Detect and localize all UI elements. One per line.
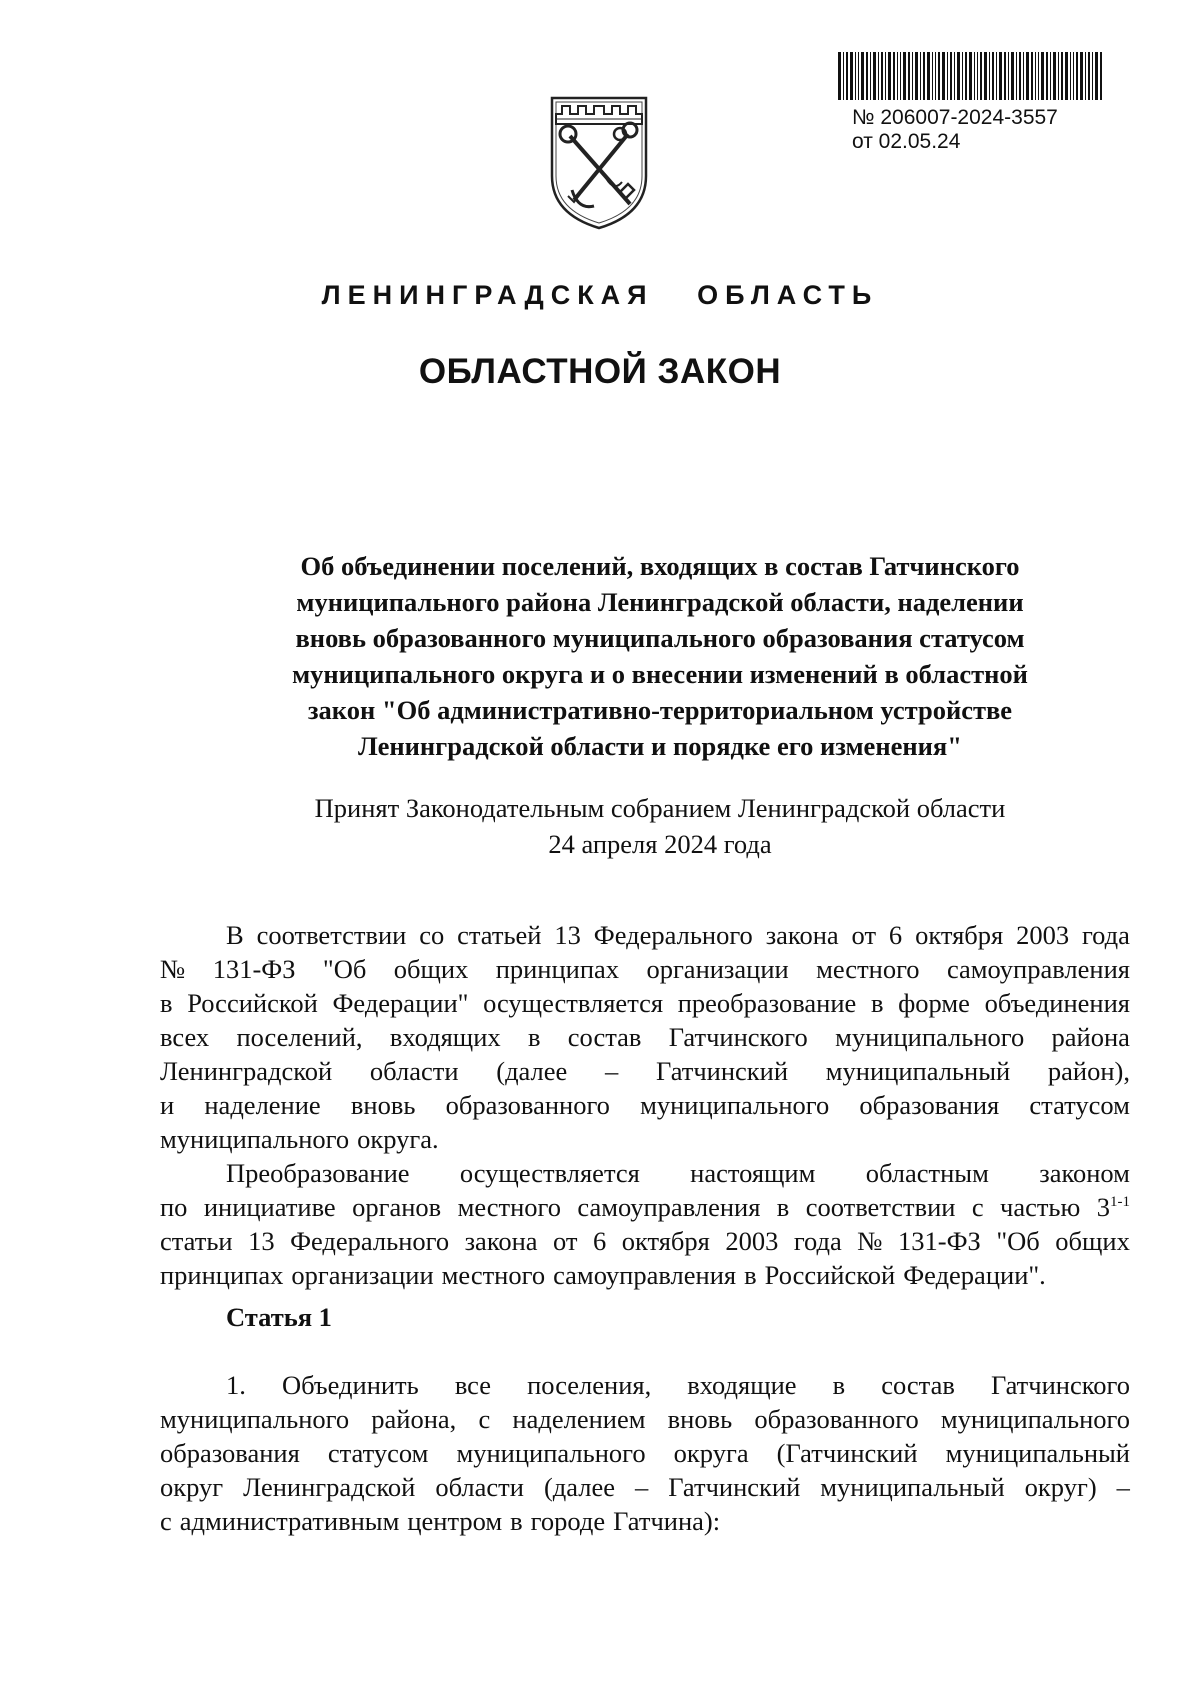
word: законом xyxy=(1039,1158,1130,1188)
coat-of-arms-emblem xyxy=(548,92,650,232)
word: – xyxy=(635,1472,649,1502)
word: статьей xyxy=(457,920,542,950)
article-heading: Статья 1 xyxy=(226,1302,332,1332)
text-line xyxy=(160,986,1130,1020)
word: статьи xyxy=(160,1226,233,1256)
word: самоуправления xyxy=(577,1192,761,1222)
word: Российской xyxy=(764,1260,896,1290)
word: местного xyxy=(816,954,920,984)
word: закона xyxy=(464,1226,538,1256)
word: муниципального xyxy=(640,1090,830,1120)
word: образования xyxy=(160,1438,300,1468)
word: местного xyxy=(457,1192,561,1222)
text-line xyxy=(160,1054,1130,1088)
word: принципах xyxy=(160,1260,284,1290)
word: вновь xyxy=(350,1090,416,1120)
word: Федерального xyxy=(593,920,753,950)
word: частью xyxy=(1000,1192,1081,1222)
text-line xyxy=(160,1156,1130,1190)
text-line xyxy=(160,1504,1130,1538)
word: "Об xyxy=(322,954,367,984)
word: городе xyxy=(530,1506,606,1536)
word: объединения xyxy=(984,988,1130,1018)
text-line xyxy=(160,952,1130,986)
adoption-line: Принят Законодательным собранием Ленинградской области xyxy=(314,793,1006,823)
word: Объединить xyxy=(281,1370,419,1400)
word: (далее xyxy=(543,1472,615,1502)
word: в xyxy=(870,988,884,1018)
word: с xyxy=(160,1506,172,1536)
word: поселений, xyxy=(236,1022,363,1052)
text-line xyxy=(160,1368,1130,1402)
word: Преобразование xyxy=(226,1158,410,1188)
word: муниципального xyxy=(456,1438,646,1468)
article-1-body xyxy=(160,1368,1130,1538)
word: № xyxy=(160,954,186,984)
word: входящие xyxy=(687,1370,797,1400)
adoption-date: 24 апреля 2024 года xyxy=(548,829,772,859)
word: Ленинградской xyxy=(160,1056,333,1086)
adoption-note xyxy=(160,790,1160,862)
word: в xyxy=(744,1260,757,1290)
word: муниципальный xyxy=(945,1438,1130,1468)
word: от xyxy=(553,1226,578,1256)
word: статусом xyxy=(1029,1090,1130,1120)
word: статусом xyxy=(327,1438,429,1468)
word: В xyxy=(226,920,244,950)
word: закона xyxy=(765,920,839,950)
word: инициативе xyxy=(203,1192,336,1222)
word: состав xyxy=(567,1022,642,1052)
registration-block xyxy=(852,106,1058,154)
word: муниципальный xyxy=(820,1472,1005,1502)
word: областным xyxy=(865,1158,989,1188)
text-line xyxy=(160,1436,1130,1470)
word: Гатчинского xyxy=(668,1022,808,1052)
word: самоуправления xyxy=(553,1260,737,1290)
text-line xyxy=(160,1258,1130,1292)
word: 6 xyxy=(593,1226,607,1256)
word: Федерации". xyxy=(903,1260,1046,1290)
word: все xyxy=(454,1370,492,1400)
word: 2003 xyxy=(725,1226,779,1256)
word: № xyxy=(857,1226,883,1256)
word: 2003 xyxy=(1016,920,1070,950)
word: органов xyxy=(352,1192,442,1222)
word: Гатчинского xyxy=(990,1370,1130,1400)
word: входящих xyxy=(389,1022,501,1052)
text-line xyxy=(160,1020,1130,1054)
word: образованного xyxy=(445,1090,610,1120)
word: – xyxy=(605,1056,619,1086)
word: форме xyxy=(898,988,970,1018)
barcode xyxy=(838,52,1102,100)
word: района, xyxy=(371,1404,457,1434)
heading-line: Ленинградской области и порядке его изменения" xyxy=(358,731,962,761)
word: по xyxy=(160,1192,188,1222)
heading-line: Об объединении поселений, входящих в состав Гатчинского xyxy=(300,551,1020,581)
word: вновь xyxy=(667,1404,733,1434)
word: в xyxy=(160,988,173,1018)
text-line xyxy=(160,1122,1130,1156)
word: года xyxy=(1081,920,1130,950)
heading-line: муниципального округа и о внесении изменений в областной xyxy=(292,659,1028,689)
word: Федерального xyxy=(290,1226,450,1256)
word: (Гатчинский xyxy=(776,1438,918,1468)
word: округ) xyxy=(1024,1472,1097,1502)
superscript: 1-1 xyxy=(1109,1194,1130,1210)
word: центром xyxy=(407,1506,503,1536)
word: осуществляется xyxy=(483,988,664,1018)
word: всех xyxy=(160,1022,210,1052)
word: общих xyxy=(393,954,469,984)
word: Гатчина): xyxy=(613,1506,721,1536)
word: Ленинградской xyxy=(243,1472,416,1502)
word: 131-ФЗ xyxy=(212,954,296,984)
word: местного xyxy=(441,1260,546,1290)
word: с xyxy=(478,1404,491,1434)
word: соответствии xyxy=(256,920,407,950)
word: 3$^{1-1}$ xyxy=(1096,1192,1130,1222)
word: осуществляется xyxy=(459,1158,640,1188)
registration-number: № 206007-2024-3557 xyxy=(852,106,1058,129)
word: образованного xyxy=(754,1404,919,1434)
word: Гатчинский xyxy=(668,1472,801,1502)
word: муниципальный xyxy=(825,1056,1011,1086)
heading-line: вновь образованного муниципального образования статусом xyxy=(295,623,1025,653)
word: округ xyxy=(160,1472,224,1502)
word: Российской xyxy=(187,988,318,1018)
word: в xyxy=(776,1192,790,1222)
text-line xyxy=(160,1224,1130,1258)
word: округа xyxy=(673,1438,749,1468)
word: преобразование xyxy=(677,988,857,1018)
text-line xyxy=(160,1470,1130,1504)
word: октября xyxy=(621,1226,710,1256)
word: административным xyxy=(179,1506,400,1536)
word: в xyxy=(527,1022,541,1052)
word: состав xyxy=(881,1370,955,1400)
word: области xyxy=(435,1472,524,1502)
law-heading xyxy=(160,548,1160,764)
word: района xyxy=(1051,1022,1130,1052)
word: образования xyxy=(859,1090,1000,1120)
word: принципах xyxy=(495,954,620,984)
preamble xyxy=(160,918,1130,1292)
word: 1. xyxy=(226,1370,246,1400)
word: 131-ФЗ xyxy=(898,1226,981,1256)
word: 13 xyxy=(554,920,581,950)
word: области xyxy=(369,1056,459,1086)
word: соответствии xyxy=(805,1192,956,1222)
word: муниципального xyxy=(160,1404,350,1434)
word: с xyxy=(971,1192,984,1222)
word: года xyxy=(793,1226,842,1256)
heading-line: муниципального района Ленинградской области, наделении xyxy=(296,587,1024,617)
word: поселения, xyxy=(527,1370,652,1400)
region-title: ЛЕНИНГРАДСКАЯ ОБЛАСТЬ xyxy=(321,280,879,310)
registration-date: от 02.05.24 xyxy=(852,130,961,153)
word: и xyxy=(160,1090,175,1120)
word: 6 xyxy=(888,920,903,950)
word: октября xyxy=(915,920,1004,950)
word: "Об xyxy=(996,1226,1040,1256)
text-line xyxy=(160,1402,1130,1436)
word: со xyxy=(419,920,445,950)
word: (далее xyxy=(496,1056,568,1086)
word: организации xyxy=(291,1260,434,1290)
word: наделением xyxy=(512,1404,646,1434)
word: организации xyxy=(646,954,789,984)
word: в xyxy=(510,1506,523,1536)
text-line xyxy=(160,918,1130,952)
word: – xyxy=(1116,1472,1130,1502)
word: округа. xyxy=(357,1124,439,1154)
word: самоуправления xyxy=(946,954,1130,984)
word: Федерации" xyxy=(332,988,469,1018)
text-line xyxy=(160,1190,1130,1224)
word: общих xyxy=(1055,1226,1130,1256)
law-type-title: ОБЛАСТНОЙ ЗАКОН xyxy=(418,352,782,391)
word: наделение xyxy=(204,1090,321,1120)
heading-line: закон "Об административно-территориальном устройстве xyxy=(307,695,1013,725)
word: муниципального xyxy=(835,1022,1025,1052)
word: Гатчинский xyxy=(656,1056,789,1086)
word: муниципального xyxy=(940,1404,1130,1434)
word: от xyxy=(851,920,877,950)
word: 13 xyxy=(248,1226,275,1256)
word: район), xyxy=(1047,1056,1130,1086)
text-line xyxy=(160,1088,1130,1122)
word: настоящим xyxy=(690,1158,816,1188)
word: муниципального xyxy=(160,1124,350,1154)
word: в xyxy=(832,1370,846,1400)
